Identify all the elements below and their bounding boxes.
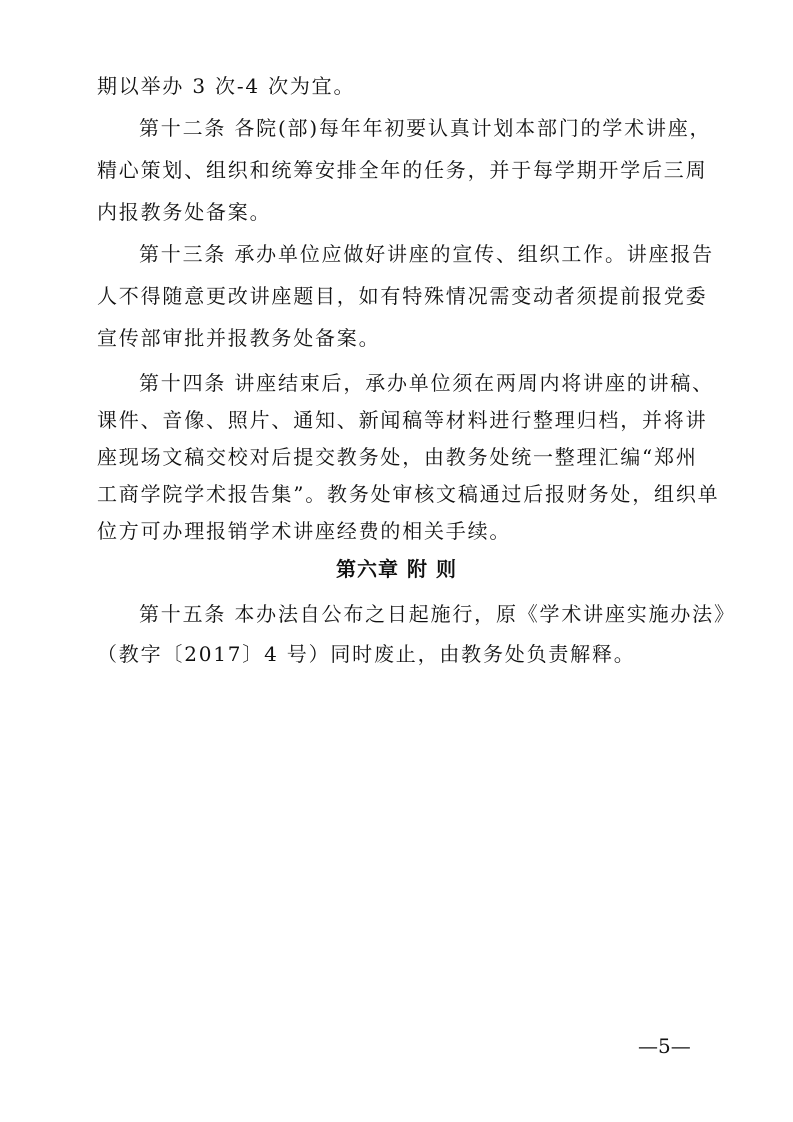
text-line: 期以举办 3 次-4 次为宜。 [97,74,356,98]
text-line: 精心策划、组织和统筹安排全年的任务，并于每学期开学后三周 [97,158,708,182]
text-line: 人不得随意更改讲座题目，如有特殊情况需变动者须提前报党委 [97,284,708,308]
chapter-heading: 第六章 附 则 [336,557,457,581]
text-line: 课件、音像、照片、通知、新闻稿等材料进行整理归档，并将讲 [97,408,708,432]
text-line: 内报教务处备案。 [97,200,272,224]
text-line: 宣传部审批并报教务处备案。 [97,326,381,350]
article-14-line: 第十四条 讲座结束后，承办单位须在两周内将讲座的讲稿、 [139,371,714,395]
text-line: 座现场文稿交校对后提交教务处，由教务处统一整理汇编“郑州 [97,445,698,469]
text-line: 工商学院学术报告集”。教务处审核文稿通过后报财务处，组织单 [97,482,720,506]
text-line: （教字〔2017〕4 号）同时废止，由教务处负责解释。 [97,642,636,666]
article-13-line: 第十三条 承办单位应做好讲座的宣传、组织工作。讲座报告 [139,242,714,266]
article-15-line: 第十五条 本办法自公布之日起施行，原《学术讲座实施办法》 [139,602,736,626]
text-line: 位方可办理报销学术讲座经费的相关手续。 [97,519,512,543]
article-12-line: 第十二条 各院(部)每年年初要认真计划本部门的学术讲座， [139,116,712,140]
page-number: —5— [638,1034,691,1058]
